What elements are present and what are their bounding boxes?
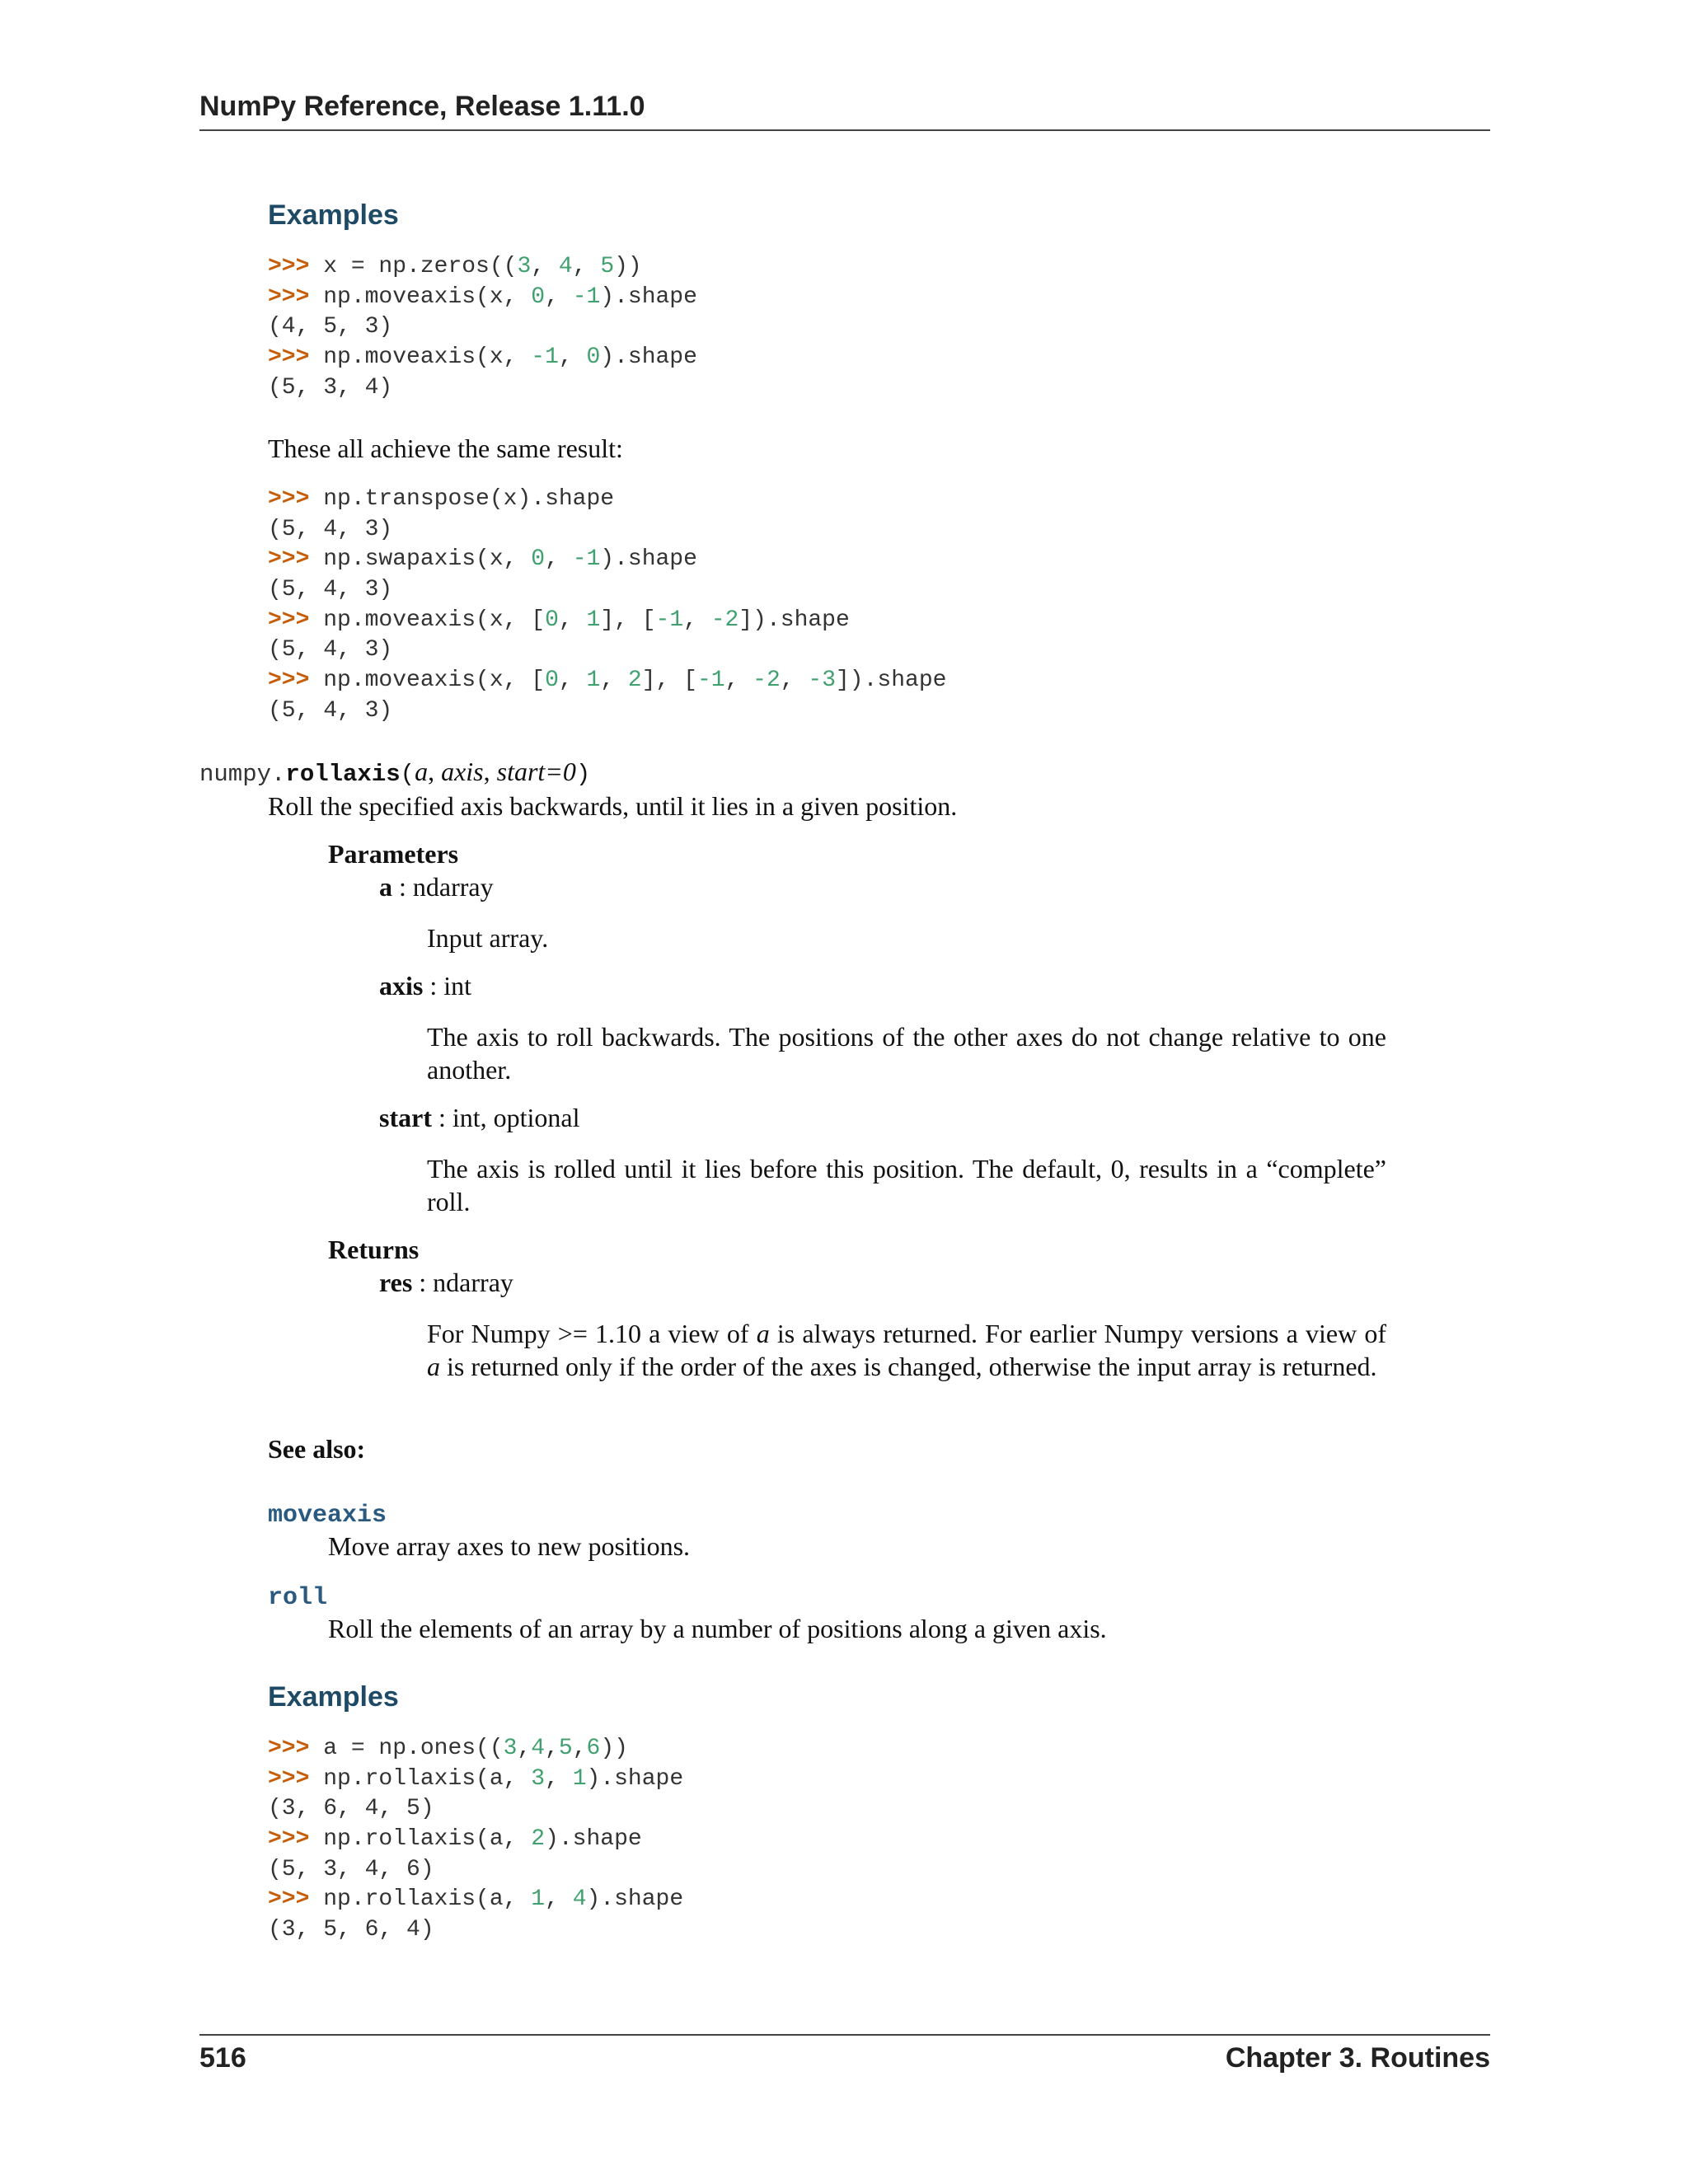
code-line bbox=[268, 252, 697, 283]
code-text: np.moveaxis(x, [ bbox=[309, 668, 546, 694]
chapter-title: Chapter 3. Routines bbox=[1225, 2042, 1490, 2074]
code-number: 1 bbox=[531, 1886, 546, 1913]
code-number: 0 bbox=[531, 284, 546, 310]
code-number: 3 bbox=[531, 1765, 546, 1792]
signature-module: numpy. bbox=[199, 761, 286, 788]
code-text: , bbox=[558, 668, 587, 694]
code-line bbox=[268, 1765, 683, 1795]
code-prompt: >>> bbox=[268, 344, 310, 371]
see-also-desc-roll: Roll the elements of an array by a number of positions along a given axis. bbox=[328, 1614, 1107, 1643]
code-number: -1 bbox=[572, 284, 601, 310]
code-prompt: >>> bbox=[268, 607, 310, 633]
code-text: , bbox=[545, 1736, 559, 1761]
param-axis bbox=[379, 971, 471, 1001]
running-header: NumPy Reference, Release 1.11.0 bbox=[199, 91, 645, 122]
code-text: (5, 3, 4) bbox=[268, 374, 393, 401]
code-line bbox=[268, 1734, 683, 1765]
code-number: 1 bbox=[572, 1765, 587, 1792]
code-line bbox=[268, 635, 946, 666]
return-sep: : bbox=[412, 1268, 434, 1297]
param-name: axis bbox=[379, 971, 424, 1001]
param-a bbox=[379, 872, 494, 902]
page-number: 516 bbox=[199, 2042, 246, 2074]
code-number: 5 bbox=[558, 1736, 573, 1761]
code-prompt: >>> bbox=[268, 486, 310, 512]
code-number: 0 bbox=[586, 344, 601, 371]
code-prompt: >>> bbox=[268, 1886, 310, 1913]
code-text: ]).shape bbox=[738, 607, 850, 633]
returns-label: Returns bbox=[328, 1235, 420, 1264]
code-line bbox=[268, 343, 697, 373]
code-text: ).shape bbox=[600, 344, 697, 371]
code-number: 3 bbox=[503, 1736, 518, 1761]
code-number: -3 bbox=[808, 668, 836, 694]
code-number: 4 bbox=[572, 1886, 587, 1913]
param-sep: : bbox=[431, 1103, 452, 1132]
code-number: 0 bbox=[545, 607, 559, 633]
code-number: -1 bbox=[696, 668, 725, 694]
code-text: , bbox=[545, 284, 573, 310]
code-prompt: >>> bbox=[268, 254, 310, 279]
code-number: -1 bbox=[655, 607, 684, 633]
code-text: np.rollaxis(a, bbox=[309, 1826, 532, 1853]
code-line bbox=[268, 283, 697, 313]
code-line bbox=[268, 696, 946, 727]
signature-arg-a: a bbox=[415, 757, 429, 786]
code-number: 4 bbox=[531, 1736, 546, 1761]
code-line bbox=[268, 1825, 683, 1855]
code-text: x = np.zeros(( bbox=[309, 254, 518, 279]
code-text: np.moveaxis(x, bbox=[309, 344, 532, 371]
same-result-text: These all achieve the same result: bbox=[268, 434, 623, 463]
code-line bbox=[268, 312, 697, 343]
return-desc-part: For Numpy >= 1.10 a view of bbox=[427, 1319, 757, 1348]
code-text: , bbox=[545, 1886, 573, 1913]
code-number: 0 bbox=[545, 668, 559, 694]
code-line bbox=[268, 606, 946, 636]
function-signature bbox=[199, 757, 590, 788]
code-text: , bbox=[780, 668, 809, 694]
param-start-desc: The axis is rolled until it lies before this position. The default, 0, results in a “complete” roll. bbox=[427, 1154, 1386, 1216]
param-start bbox=[379, 1103, 580, 1133]
code-text: (5, 4, 3) bbox=[268, 516, 393, 542]
code-text: ], [ bbox=[641, 668, 697, 694]
code-text: ).shape bbox=[545, 1826, 642, 1853]
code-text: ).shape bbox=[600, 546, 697, 573]
signature-sep-1: , bbox=[428, 757, 442, 786]
examples-heading-rollaxis: Examples bbox=[268, 1681, 399, 1713]
code-number: -1 bbox=[531, 344, 559, 371]
code-text: ]).shape bbox=[836, 668, 947, 694]
code-text: , bbox=[724, 668, 753, 694]
code-line bbox=[268, 1915, 683, 1946]
param-type: ndarray bbox=[412, 872, 494, 902]
signature-arg-start: start=0 bbox=[496, 757, 576, 786]
footer-rule bbox=[199, 2034, 1490, 2036]
code-number: 1 bbox=[586, 607, 601, 633]
code-text: np.rollaxis(a, bbox=[309, 1886, 532, 1913]
return-desc-italic: a bbox=[756, 1319, 770, 1348]
code-line bbox=[268, 515, 946, 546]
code-text: , bbox=[683, 607, 711, 633]
return-desc-part: is always returned. For earlier Numpy versions a view of bbox=[769, 1319, 1387, 1348]
see-also-desc-moveaxis: Move array axes to new positions. bbox=[328, 1531, 691, 1561]
return-name: res bbox=[379, 1268, 413, 1297]
code-block-moveaxis bbox=[268, 252, 697, 403]
code-number: 6 bbox=[586, 1736, 601, 1761]
code-text: , bbox=[558, 344, 587, 371]
code-line bbox=[268, 545, 946, 575]
param-axis-desc: The axis to roll backwards. The positions of the other axes do not change relative to one another. bbox=[427, 1022, 1386, 1085]
return-desc-italic: a bbox=[427, 1352, 440, 1381]
code-text: , bbox=[558, 607, 587, 633]
code-text: a = np.ones(( bbox=[309, 1736, 504, 1761]
examples-heading: Examples bbox=[268, 199, 399, 231]
code-text: np.swapaxis(x, bbox=[309, 546, 532, 573]
code-text: (5, 4, 3) bbox=[268, 697, 393, 724]
code-number: -1 bbox=[572, 546, 601, 573]
header-rule bbox=[199, 129, 1490, 131]
code-prompt: >>> bbox=[268, 1765, 310, 1792]
code-text: np.transpose(x).shape bbox=[309, 486, 615, 512]
function-summary: Roll the specified axis backwards, until it lies in a given position. bbox=[268, 791, 958, 821]
code-text: ], [ bbox=[600, 607, 656, 633]
code-text: , bbox=[531, 254, 559, 279]
return-desc-part: is returned only if the order of the axes is changed, otherwise the input array is returned. bbox=[440, 1352, 1377, 1381]
code-block-rollaxis bbox=[268, 1734, 683, 1946]
code-number: -2 bbox=[710, 607, 739, 633]
signature-arg-axis: axis bbox=[441, 757, 484, 786]
return-res-desc bbox=[427, 1317, 1386, 1383]
code-block-equivalents bbox=[268, 485, 946, 727]
code-line bbox=[268, 1855, 683, 1886]
code-number: 4 bbox=[558, 254, 573, 279]
code-text: (5, 3, 4, 6) bbox=[268, 1856, 434, 1882]
signature-open-paren: ( bbox=[400, 761, 415, 788]
code-prompt: >>> bbox=[268, 546, 310, 573]
code-text: , bbox=[572, 254, 601, 279]
param-sep: : bbox=[392, 872, 413, 902]
code-text: (5, 4, 3) bbox=[268, 637, 393, 663]
see-also-link-roll[interactable]: roll bbox=[268, 1584, 328, 1612]
code-text: , bbox=[517, 1736, 532, 1761]
code-prompt: >>> bbox=[268, 1736, 310, 1761]
code-line bbox=[268, 1794, 683, 1825]
param-a-desc: Input array. bbox=[427, 923, 549, 953]
code-line bbox=[268, 666, 946, 696]
see-also-label: See also: bbox=[268, 1434, 366, 1464]
code-line bbox=[268, 485, 946, 515]
param-sep: : bbox=[423, 971, 444, 1001]
param-name: start bbox=[379, 1103, 432, 1132]
see-also-link-moveaxis[interactable]: moveaxis bbox=[268, 1502, 387, 1530]
code-text: ).shape bbox=[600, 284, 697, 310]
return-type: ndarray bbox=[433, 1268, 513, 1297]
code-text: , bbox=[600, 668, 628, 694]
code-prompt: >>> bbox=[268, 1826, 310, 1853]
return-res bbox=[379, 1268, 513, 1298]
code-number: -2 bbox=[753, 668, 781, 694]
code-prompt: >>> bbox=[268, 668, 310, 694]
code-text: (3, 5, 6, 4) bbox=[268, 1917, 434, 1943]
code-text: np.moveaxis(x, [ bbox=[309, 607, 546, 633]
code-text: )) bbox=[600, 1736, 628, 1761]
code-text: np.moveaxis(x, bbox=[309, 284, 532, 310]
signature-sep-2: , bbox=[483, 757, 497, 786]
code-line bbox=[268, 373, 697, 404]
param-type: int, optional bbox=[452, 1103, 580, 1132]
code-text: ).shape bbox=[586, 1765, 684, 1792]
code-text: , bbox=[572, 1736, 587, 1761]
code-number: 5 bbox=[600, 254, 615, 279]
code-text: )) bbox=[614, 254, 642, 279]
parameters-label: Parameters bbox=[328, 839, 459, 869]
code-text: ).shape bbox=[586, 1886, 684, 1913]
signature-name: rollaxis bbox=[285, 761, 401, 788]
code-number: 2 bbox=[531, 1826, 546, 1853]
code-line bbox=[268, 1885, 683, 1915]
code-line bbox=[268, 575, 946, 606]
code-text: np.rollaxis(a, bbox=[309, 1765, 532, 1792]
code-text: (4, 5, 3) bbox=[268, 314, 393, 340]
code-number: 2 bbox=[627, 668, 642, 694]
code-text: , bbox=[545, 1765, 573, 1792]
param-type: int bbox=[443, 971, 472, 1001]
signature-close-paren: ) bbox=[575, 761, 591, 788]
param-name: a bbox=[379, 872, 392, 902]
code-text: , bbox=[545, 546, 573, 573]
code-number: 0 bbox=[531, 546, 546, 573]
code-number: 1 bbox=[586, 668, 601, 694]
code-text: (3, 6, 4, 5) bbox=[268, 1796, 434, 1822]
code-number: 3 bbox=[517, 254, 532, 279]
code-text: (5, 4, 3) bbox=[268, 577, 393, 603]
code-prompt: >>> bbox=[268, 284, 310, 310]
